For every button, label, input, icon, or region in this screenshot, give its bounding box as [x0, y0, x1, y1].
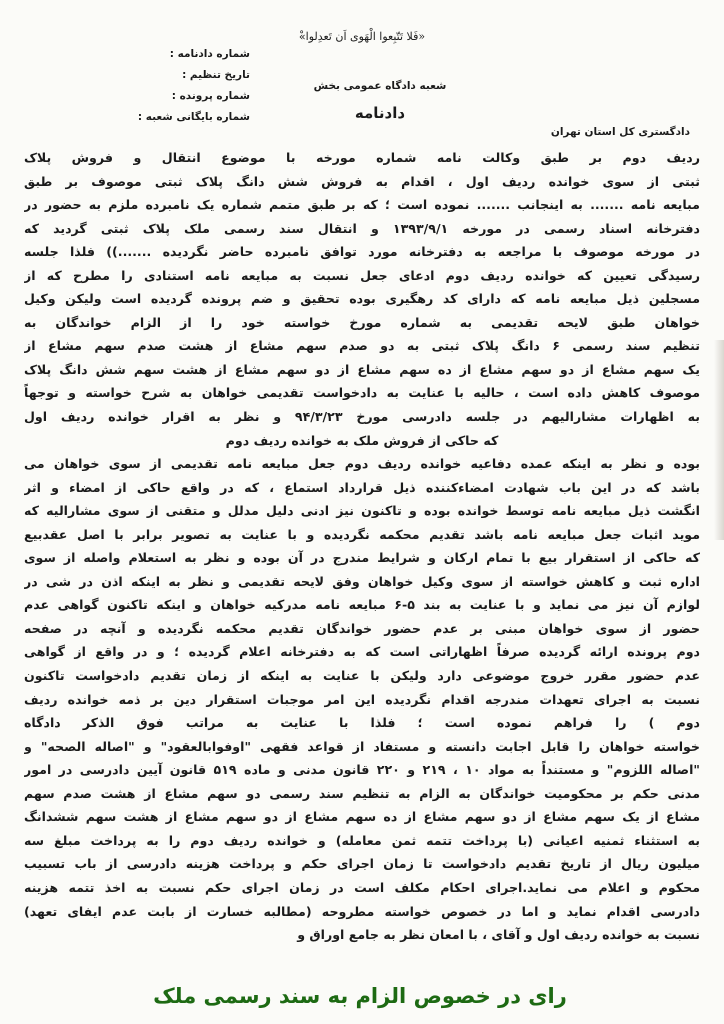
- body-line: مشاع از یک سهم مشاع از دو سهم مشاع از ده سهم مشاع از دو سهم مشاع از هشت سهم ششدانگ: [24, 809, 700, 825]
- body-line: ثبتی از سوی خوانده ردیف اول ، اقدام به فروش شش دانگ پلاک ثبتی موصوف بر طبق: [24, 173, 700, 189]
- body-line: موید اثبات جعل مبایعه نامه باشد تقدیم محکمه نگردیده و با عنایت به تصویر برابر با اصل عقدبیع: [24, 526, 700, 542]
- body-line: مبایعه نامه ....... به اینجانب ....... نموده است ؛ که بر طبق متمم شماره یک نامبرده ملزم به حضور در: [24, 197, 700, 213]
- body-line: خواهان طبق لایحه تقدیمی به شماره مورخ خواسته خود را از الزام خواندگان به: [24, 314, 700, 330]
- body-line: دوم ) را فراهم نموده است ؛ فلذا با عنایت به مراتب فوق الذکر دادگاه: [24, 715, 700, 731]
- motto: «ْفَلا تَتّبِعوا الْهَوی اَن تَعدِلوا»: [298, 30, 426, 43]
- body-line: مدنی حکم بر محکومیت خواندگان به الزام به تنظیم سند رسمی دو سهم مشاع از هشت صدم سهم: [24, 785, 700, 801]
- body-line: باشد که در این باب شهادت امضاءکننده ذیل قرارداد استماع ، که در واقع حاکی از امضاء و اثر: [24, 479, 700, 495]
- body-line: در مورخه موصوف با مراجعه به دفترخانه مورد توافق نامبرده حاضر نگردیده .......)) فلذا جلسه: [24, 244, 700, 260]
- body-line: نسبت به اجرای تعهدات مندرجه اقدام نگردیده این امر موجبات استقرار دین بر ذمه خوانده ردیف: [24, 691, 700, 707]
- body-line: محکوم و اعلام می نماید.اجرای احکام مکلف است در زمان اجرای حکم نسبت به اخذ تتمه هزینه: [24, 879, 700, 895]
- body-line: "اصاله اللزوم" و مستنداً به مواد ۱۰ ، ۲۱۹ و ۲۲۰ قانون مدنی و ماده ۵۱۹ قانون آیین دادرسی در امور: [24, 762, 700, 778]
- body-line: دفترخانه اسناد رسمی در مورخه ۱۳۹۳/۹/۱ و انتقال سند رسمی ملک پلاک ثبتی گردید که: [24, 220, 700, 236]
- body-line: انگشت ذیل مبایعه نامه توسط خوانده بوده و تاکنون نیز ادنی دلیل مدلل و متقنی از سوی مشارالیه که: [24, 503, 700, 519]
- date-label: تاریخ تنظیم :: [182, 69, 250, 81]
- meta-block: [40, 44, 250, 128]
- footer-caption: رای در خصوص الزام به سند رسمی ملک: [153, 984, 567, 1008]
- verdict-number-label: شماره دادنامه :: [169, 48, 250, 60]
- body-line: اداره ثبت و کاهش خواسته از سوی وکیل خواهان وفق لایحه تقدیمی و نظر به اینکه اذن در شی در: [24, 573, 700, 589]
- body-line: دوم پرونده ارائه گردیده صرفاً اظهاراتی است که به دفترخانه اعلام گردیده ؛ و در واقع از گواهی: [24, 644, 700, 660]
- scan-shadow: [714, 340, 724, 540]
- body-line: میلیون ریال از تاریخ تقدیم دادخواست تا زمان اجرای حکم و پرداخت هزینه دادرسی از باب تسبیب: [24, 856, 700, 872]
- document-title: دادنامه: [354, 104, 406, 122]
- body-line: به استثناء ثمنیه اعیانی (با پرداخت تتمه ثمن معامله) و خوانده ردیف دوم را به پرداخت مبلغ سه: [24, 832, 700, 848]
- body-line: ردیف دوم بر طبق وکالت نامه شماره مورخه با موضوع انتقال و فروش پلاک: [24, 150, 700, 165]
- body-line: رسیدگی تعیین که خوانده ردیف دوم ادعای جعل نسبت به مبایعه نامه استنادی را مطرح که از: [24, 267, 700, 283]
- court-branch: شعبه دادگاه عمومی بخش: [313, 80, 447, 92]
- body-line: لوازم آن نیز می نماید و با عنایت به بند ۵-۶ مبایعه نامه مدرکیه خواهان و اینکه تاکنون گواهی عدم: [24, 597, 700, 613]
- body-line: مسجلین ذیل مبایعه نامه که دارای کد رهگیری بوده تحقیق و ضم پرونده گردیده است ولیکن وکیل: [24, 291, 700, 307]
- body-line: عدم حضور مقرر خروج موضوعی دارد ولیکن با عنایت به اینکه از زمان تقدیم دادخواست تاکنون: [24, 668, 700, 684]
- body-line: که حاکی از فروش ملک به خوانده ردیف دوم: [225, 432, 499, 448]
- body-line: یک سهم مشاع از دو سهم مشاع از ده سهم مشاع از دو سهم مشاع از هشت سهم شش دانگ پلاک: [24, 361, 700, 377]
- body-line: دادرسی اقدام نماید و اما در خصوص خواسته مطروحه (مطالبه خسارت از بابت عدم ایفای تعهد): [24, 903, 700, 919]
- body-line: خواسته خواهان را قابل اجابت دانسته و مستفاد از قواعد فقهی "اوفوابالعقود" و "اصاله الصحه" و: [24, 738, 700, 754]
- body-line: حضور از سوی خواهان مبنی بر عدم حضور خواندگان تقدیم محکمه نگردیده و آنچه در صفحه: [24, 620, 700, 636]
- body-line: که حاکی از استقرار بیع با تمام ارکان و شرایط مندرج در آن بوده و نظر به استعلام واصله از سوی: [24, 550, 700, 566]
- court-name: دادگستری کل استان تهران: [550, 126, 690, 138]
- verdict-body: [24, 146, 700, 947]
- body-line: بوده و نظر به اینکه عمده دفاعیه خوانده ردیف دوم جعل مبایعه نامه تقدیمی از سوی خواهان می: [24, 456, 700, 472]
- archive-number-label: شماره بایگانی شعبه :: [137, 111, 250, 123]
- body-line: به اظهارات مشارالیهم در جلسه دادرسی مورخ ۹۴/۳/۲۳ و نظر به اقرار خوانده ردیف اول: [24, 409, 700, 425]
- file-number-label: شماره پرونده :: [171, 90, 250, 102]
- body-line: نسبت به خوانده ردیف اول و آقای ، با امعان نظر به جامع اوراق و: [297, 927, 700, 943]
- body-line: تنظیم سند رسمی ۶ دانگ پلاک ثبتی به دو صدم سهم مشاع از هشت صدم سهم مشاع از: [24, 338, 700, 354]
- body-line: موصوف کاهش داده است ، حالیه با عنایت به دادخواست تقدیمی خواهان به شرح خواسته و توجهاً: [24, 385, 700, 401]
